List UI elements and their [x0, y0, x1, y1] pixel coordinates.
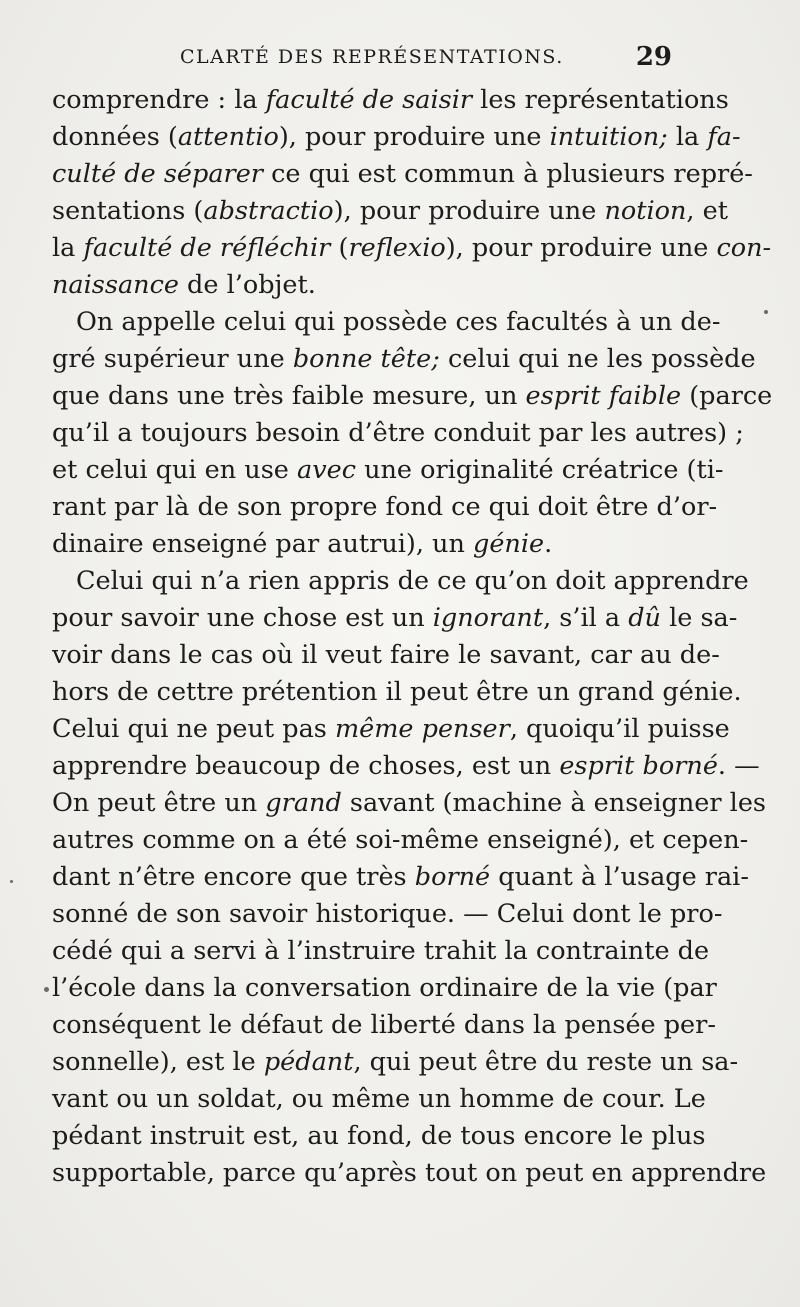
- text-segment: autres comme on a été soi-même enseigné), et cepen-: [52, 825, 749, 855]
- italic-text: culté de séparer: [52, 159, 263, 189]
- text-segment: vant ou un soldat, ou même un homme de cour. Le: [52, 1084, 706, 1114]
- text-segment: savant (machine à enseigner les: [341, 788, 766, 818]
- text-line: [52, 489, 718, 526]
- text-line: [52, 1155, 767, 1192]
- text-segment: ), pour produire une: [278, 122, 550, 152]
- text-line: [52, 82, 729, 119]
- italic-text: bonne tête;: [292, 344, 440, 374]
- text-segment: , qui peut être du reste un sa-: [353, 1047, 739, 1077]
- text-segment: On appelle celui qui possède ces facultés à un de-: [76, 307, 721, 337]
- text-segment: une originalité créatrice (ti-: [355, 455, 724, 485]
- text-line: [52, 341, 756, 378]
- text-segment: supportable, parce qu’après tout on peut en apprendre: [52, 1158, 767, 1188]
- text-segment: sonné de son savoir historique. — Celui dont le pro-: [52, 899, 723, 929]
- text-line: [52, 748, 760, 785]
- text-segment: la: [52, 233, 84, 263]
- page-header: [52, 42, 672, 78]
- text-line: [52, 600, 738, 637]
- text-segment: (parce: [681, 381, 773, 411]
- italic-text: intuition;: [549, 122, 668, 152]
- italic-text: borné: [414, 862, 491, 892]
- text-segment: sonnelle), est le: [52, 1047, 264, 1077]
- text-segment: , s’il a: [543, 603, 629, 633]
- text-segment: . —: [717, 751, 760, 781]
- italic-text: con-: [716, 233, 772, 263]
- text-segment: ), pour produire une: [445, 233, 717, 263]
- text-segment: .: [544, 529, 553, 559]
- body-text: [52, 82, 773, 1192]
- text-segment: , et: [686, 196, 728, 226]
- text-line: [52, 822, 749, 859]
- text-segment: On peut être un: [52, 788, 266, 818]
- italic-text: reflexio: [348, 233, 446, 263]
- text-line: [52, 415, 744, 452]
- text-line: [52, 859, 749, 896]
- text-segment: ce qui est commun à plusieurs repré-: [263, 159, 753, 189]
- text-segment: comprendre : la: [52, 85, 266, 115]
- text-segment: , quoiqu’il puisse: [509, 714, 730, 744]
- text-segment: celui qui ne les possède: [439, 344, 756, 374]
- italic-text: grand: [265, 788, 342, 818]
- italic-text: ignorant: [432, 603, 544, 633]
- text-line: [52, 785, 766, 822]
- italic-text: pédant: [263, 1047, 354, 1077]
- text-segment: dinaire enseigné par autrui), un: [52, 529, 474, 559]
- italic-text: fa-: [707, 122, 741, 152]
- italic-text: faculté de réfléchir: [83, 233, 331, 263]
- text-line: [52, 526, 678, 563]
- italic-text: esprit faible: [525, 381, 682, 411]
- text-line: [52, 1007, 716, 1044]
- running-head: CLARTÉ DES REPRÉSENTATIONS.: [180, 46, 564, 68]
- text-segment: voir dans le cas où il veut faire le savant, car au de-: [52, 640, 720, 670]
- print-speck: [44, 987, 49, 992]
- text-segment: Celui qui ne peut pas: [52, 714, 335, 744]
- text-segment: qu’il a toujours besoin d’être conduit par les autres) ;: [52, 418, 744, 448]
- text-line: [52, 119, 741, 156]
- text-line: [52, 970, 717, 1007]
- text-line: [52, 304, 721, 341]
- text-segment: rant par là de son propre fond ce qui doit être d’or-: [52, 492, 718, 522]
- text-line: [52, 933, 710, 970]
- italic-text: faculté de saisir: [265, 85, 473, 115]
- text-segment: apprendre beaucoup de choses, est un: [52, 751, 560, 781]
- text-line: [52, 230, 772, 267]
- text-segment: de l’objet.: [178, 270, 316, 300]
- text-segment: que dans une très faible mesure, un: [52, 381, 526, 411]
- text-line: [52, 711, 730, 748]
- italic-text: dû: [628, 603, 661, 633]
- italic-text: esprit borné: [559, 751, 718, 781]
- italic-text: abstractio: [203, 196, 334, 226]
- text-segment: (: [330, 233, 349, 263]
- text-line: [52, 563, 749, 600]
- text-segment: ), pour produire une: [333, 196, 605, 226]
- text-segment: conséquent le défaut de liberté dans la pensée per-: [52, 1010, 716, 1040]
- text-segment: pédant instruit est, au fond, de tous encore le plus: [52, 1121, 706, 1151]
- text-segment: pour savoir une chose est un: [52, 603, 433, 633]
- print-speck: [10, 880, 13, 883]
- text-line: [52, 637, 720, 674]
- text-line: [52, 156, 753, 193]
- italic-text: avec: [297, 455, 356, 485]
- italic-text: attentio: [177, 122, 279, 152]
- text-line: [52, 452, 724, 489]
- text-line: [52, 1118, 706, 1155]
- text-segment: l’école dans la conversation ordinaire de la vie (par: [52, 973, 717, 1003]
- text-line: [52, 674, 742, 711]
- italic-text: même penser: [334, 714, 510, 744]
- italic-text: naissance: [52, 270, 179, 300]
- text-segment: sentations (: [52, 196, 204, 226]
- page-number: 29: [635, 42, 672, 72]
- text-segment: cédé qui a servi à l’instruire trahit la contrainte de: [52, 936, 710, 966]
- text-line: [52, 267, 678, 304]
- text-line: [52, 896, 723, 933]
- text-segment: données (: [52, 122, 178, 152]
- text-line: [52, 378, 773, 415]
- print-speck: [764, 310, 768, 314]
- italic-text: notion: [604, 196, 687, 226]
- italic-text: génie: [473, 529, 545, 559]
- text-segment: quant à l’usage rai-: [490, 862, 749, 892]
- text-segment: Celui qui n’a rien appris de ce qu’on doit apprendre: [76, 566, 749, 596]
- text-segment: les représentations: [472, 85, 729, 115]
- text-segment: hors de cettre prétention il peut être un grand génie.: [52, 677, 742, 707]
- text-segment: la: [667, 122, 708, 152]
- text-line: [52, 193, 728, 230]
- text-segment: et celui qui en use: [52, 455, 297, 485]
- text-segment: le sa-: [660, 603, 738, 633]
- text-segment: dant n’être encore que très: [52, 862, 415, 892]
- text-segment: gré supérieur une: [52, 344, 293, 374]
- text-line: [52, 1044, 739, 1081]
- text-line: [52, 1081, 706, 1118]
